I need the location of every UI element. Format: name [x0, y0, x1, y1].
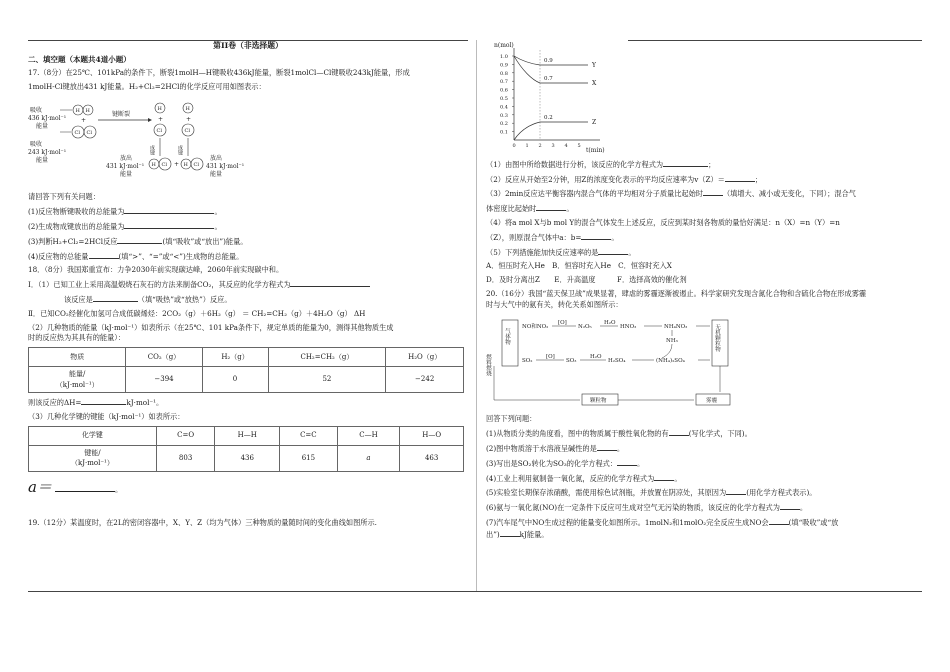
x-tick-label: 4 [564, 143, 568, 149]
y-tick-label: 0.5 [500, 96, 508, 102]
energy-table [28, 347, 464, 393]
x-tick-label: 3 [551, 143, 555, 149]
q20-prompt: 回答下列问题： [486, 414, 537, 424]
flow-nh3: NH₃ [666, 337, 678, 344]
cl-atom-label: Cl [184, 127, 190, 134]
q18-i2-text-a: 该反应是 [64, 294, 93, 304]
answer-blank[interactable] [780, 502, 800, 510]
q20-sub-6-text-b: 。 [799, 503, 808, 513]
y-tick-label: 0.8 [500, 70, 508, 77]
q20-stem-1: 20.（16分）我国“蓝天保卫战”成果显著，肆虐的雾霾逐渐被遏止。科学家研究发现含氮化合物和含硫化合物在形成雾霾 [486, 288, 867, 298]
q20-sub-7-cont [486, 529, 922, 541]
y-tick-label: 0.7 [500, 79, 508, 86]
plus-sign: + [174, 160, 180, 168]
y-tick-label: 0.1 [500, 129, 508, 136]
q19-sub-1 [486, 159, 922, 171]
q19-sub-3-text-b: （填增大、减小或无变化，下同）；混合气 [722, 189, 856, 199]
absorb-2-value: 243 kJ·mol⁻¹ [28, 148, 67, 156]
label-0-9: 0.9 [544, 58, 553, 64]
q17-stem-2: 1molH-Cl键放出431 kJ能量。H₂+Cl₂=2HCl的化学反应可用如图表示： [28, 81, 266, 91]
flow-hno3: HNO₃ [620, 323, 637, 330]
release-2-value: 431 kJ·mol⁻¹ [206, 162, 245, 170]
semicolon: ； [754, 174, 763, 184]
flow-so3: SO₃ [566, 357, 577, 364]
flow-so2: SO₂ [522, 357, 533, 364]
answer-blank[interactable] [89, 251, 119, 259]
label-0-2: 0.2 [544, 115, 553, 121]
x-tick-label: 5 [577, 143, 581, 149]
q17-stem-1: 17.（8分）在25℃、101kPa的条件下，断裂1molH—H键吸收436kJ能量，断裂1molCl—Cl键吸收243kJ能量，形成 [28, 67, 410, 77]
q18-dh [28, 397, 468, 409]
q19-sub-1-text: （1）由图中所给数据进行分析，该反应的化学方程式为 [486, 159, 664, 169]
table-cell: 463 [400, 445, 464, 471]
q18-ii4: （3）几种化学键的键能（kJ·mol⁻¹）如表所示： [28, 411, 185, 421]
answer-blank[interactable] [500, 529, 520, 537]
absorb-2-unit: 能量 [36, 156, 49, 164]
q19-sub-4-cont [486, 232, 922, 244]
row-label-line-1: 键能/ [84, 448, 101, 457]
y-tick-label: 0.3 [500, 112, 508, 119]
curve-z [514, 122, 588, 140]
q20-sub-1 [486, 428, 922, 440]
h-atom-label: H [151, 161, 156, 168]
h-atom-label: H [85, 107, 90, 114]
answer-blank[interactable] [769, 517, 789, 525]
flow-nh4-2so4: (NH₄)₂SO₄ [656, 357, 685, 364]
release-2-unit: 能量 [210, 170, 223, 178]
q20-sub-6 [486, 502, 922, 514]
q17-sub-3-text-a: (3)判断H₂+Cl₂=2HCl反应 [28, 236, 118, 246]
q19-sub-5 [486, 247, 922, 259]
table-cell: 52 [268, 367, 386, 393]
absorb-1-value: 436 kJ·mol⁻¹ [28, 114, 67, 122]
chart-xlabel: t(min) [586, 147, 605, 154]
h-atom-label: H [185, 105, 190, 112]
q19-sub-4: （4）将a mol X与b mol Y的混合气体发生上述反应，反应到某时刻各物质的量恰好满足：n（X）=n（Y）=n [486, 217, 840, 227]
cl-atom-label: Cl [161, 161, 167, 168]
arrow [494, 366, 580, 400]
answer-blank[interactable] [81, 397, 126, 405]
q17-sub-3 [28, 236, 468, 248]
q18-ii3: 时的反应热为其具有的能量）： [28, 333, 126, 343]
q20-sub-4-text-a: (4)工业上利用氨制备一氧化氮，反应的化学方程式为 [486, 473, 655, 483]
section-head: 二、填空题（本题共4道小题） [28, 54, 131, 64]
flow-o-1: [O] [558, 319, 567, 326]
flow-h2o-1: H₂O [604, 319, 616, 326]
answer-blank[interactable] [725, 174, 755, 182]
plus-sign: + [81, 116, 87, 124]
x-tick-label: 1 [525, 143, 529, 149]
absorb-1-unit: 能量 [36, 122, 49, 130]
answer-blank[interactable] [617, 458, 637, 466]
release-2-label: 放出 [210, 154, 223, 162]
table-row [29, 348, 464, 367]
q19-options-2: D．及时分离出Z E．升高温度 F．选择高效的催化剂 [486, 275, 687, 285]
q20-sub-6-text-a: (6)氨与一氧化氮(NO)在一定条件下反应可生成对空气无污染的物质，该反应的化学方程式为 [486, 503, 780, 513]
semicolon: ； [708, 159, 716, 169]
answer-blank[interactable] [117, 236, 162, 244]
q20-stem-2: 时与大气中的氨有关，转化关系如图所示： [486, 299, 623, 309]
table-header: 物质 [29, 348, 126, 367]
series-label-y: Y [592, 62, 596, 69]
q18-i2-text-b: （填“吸热”或“放热”）反应。 [137, 294, 232, 304]
table-cell: 0 [202, 367, 268, 393]
q20-sub-2-text-b: 。 [616, 443, 625, 453]
bond-break-label: 键断裂 [112, 110, 131, 118]
row-label-line-2: （kJ·mol⁻¹） [70, 459, 114, 468]
q20-sub-5 [486, 487, 922, 499]
haze-label: 雾霾 [706, 397, 718, 404]
q20-sub-4-text-b: 。 [674, 473, 682, 483]
y-tick-label: 0.4 [500, 104, 508, 111]
q17-sub-4 [28, 251, 468, 263]
answer-blank[interactable] [669, 428, 689, 436]
section-title: 第II卷（非选择题） [213, 41, 283, 50]
row-label-line-1: 能量/ [69, 370, 86, 379]
q20-sub-7-text-d: kJ能量。 [519, 529, 549, 539]
answer-blank[interactable] [93, 294, 138, 302]
table-row [29, 426, 464, 445]
y-tick-label: 0.2 [500, 121, 508, 128]
q17-bond-energy-diagram [28, 98, 258, 186]
q17-sub-1-text: (1)反应物断键吸收的总能量为 [28, 207, 125, 217]
answer-blank[interactable] [597, 443, 617, 451]
answer-blank[interactable] [290, 279, 370, 287]
table-header: CH₂=CH₂（g） [268, 348, 386, 367]
column-divider [476, 40, 477, 592]
particles-label: 颗粒物 [590, 397, 607, 404]
h-atom-label: H [157, 105, 162, 112]
absorb-2-label: 吸收 [30, 140, 43, 148]
q20-sub-7 [486, 517, 922, 529]
q18-stem: 18．（8分）我国郑重宣布：力争2030年前实现碳达峰，2060年前实现碳中和。 [28, 265, 284, 275]
table-header: C=O [156, 426, 215, 445]
q19-sub-4-text-b: （Z），则原混合气体中a：b= [486, 232, 582, 242]
answer-blank[interactable] [124, 206, 214, 214]
answer-blank[interactable] [703, 188, 723, 196]
table-cell: 803 [156, 445, 215, 471]
bottom-rule [28, 591, 922, 592]
q19-sub-3-text-c: 体密度比起始时 [486, 204, 537, 214]
table-cell: −394 [126, 367, 202, 393]
table-cell: 436 [215, 445, 280, 471]
arrow [662, 344, 672, 358]
absorb-1-label: 吸收 [30, 106, 43, 114]
period: 。 [114, 484, 123, 494]
answer-blank[interactable] [726, 487, 746, 495]
q17-sub-3-text-b: (填“吸收”或“放出”)能量。 [162, 236, 248, 246]
table-header: H—O [400, 426, 464, 445]
table-row [29, 445, 464, 471]
label-0-7: 0.7 [544, 76, 553, 82]
table-header: H₂（g） [202, 348, 268, 367]
h-atom-label: H [75, 107, 80, 114]
q17-prompt: 请回答下列有关问题： [28, 192, 100, 202]
q19-sub-3 [486, 188, 922, 200]
q20-sub-4 [486, 473, 922, 485]
q19-sub-3-text-a: （3）2min反应达平衡容器内混合气体的平均相对分子质量比起始时 [486, 189, 703, 199]
table-header: H₂O（g） [386, 348, 464, 367]
q17-sub-2 [28, 221, 468, 233]
q19-sub-2-text: （2）反应从开始至2分钟，用Z的浓度变化表示的平均反应速率为v（Z）＝ [486, 174, 725, 184]
q20-sub-3-text-b: 。 [637, 458, 645, 468]
y-tick-labels [500, 54, 514, 136]
q20-sub-2-text-a: (2)图中物质溶于水溶液呈碱性的是 [486, 443, 597, 453]
q19-sub-2 [486, 174, 922, 186]
answer-blank[interactable] [581, 232, 611, 240]
gas-box-label: 气体物 [504, 327, 510, 345]
left-column [28, 40, 468, 532]
table-cell: a [337, 445, 400, 471]
answer-blank[interactable] [124, 221, 214, 229]
q17-sub-2-text: (2)生成物成键放出的总能量为 [28, 221, 125, 231]
q18-dh-text-b: kJ·mol⁻¹。 [126, 398, 164, 408]
q19-options-1: A．恒压时充入He B．恒容时充入He C．恒容时充入X [486, 261, 672, 271]
arrow-head [148, 118, 152, 122]
answer-blank[interactable] [598, 247, 628, 255]
q18-dh-text-a: 则该反应的ΔH= [28, 398, 82, 408]
q17-sub-4-text-a: (4)反应物的总能量 [28, 251, 89, 261]
flow-h2so4: H₂SO₄ [608, 357, 626, 364]
row-label-line-2: （kJ·mol⁻¹） [55, 380, 99, 389]
answer-blank[interactable] [654, 473, 674, 481]
period: 。 [566, 204, 574, 214]
q18-i1 [28, 279, 468, 291]
q20-sub-2 [486, 443, 922, 455]
right-column [486, 40, 922, 544]
q18-i2 [28, 294, 468, 306]
table-row [29, 367, 464, 393]
flow-o-2: [O] [546, 353, 555, 360]
chart-ylabel: n(mol) [494, 42, 514, 49]
period: 。 [214, 207, 222, 217]
table-row-label [29, 367, 126, 393]
release-1-label: 放出 [120, 154, 133, 162]
fuel-combustion-label: 燃料燃烧 [485, 353, 491, 376]
q20-sub-5-text-b: (用化学方程式表示)。 [746, 488, 817, 498]
bond-label-2: 成键 [177, 144, 183, 155]
cl-atom-label: Cl [193, 161, 199, 168]
flow-nh4no3: NH₄NO₃ [664, 323, 688, 330]
q20-sub-7-text-c: 出”) [486, 529, 500, 539]
x-tick-label: 2 [538, 143, 542, 149]
cl-atom-label: Cl [156, 127, 162, 134]
flow-n2o5: N₂O₅ [578, 323, 592, 330]
salt-box-label: 无机颗粒物 [714, 323, 720, 352]
q20-transformation-diagram [486, 316, 746, 408]
series-label-z: Z [592, 119, 597, 126]
q20-sub-1-text-b: (写化学式，下同)。 [688, 429, 752, 439]
table-header: C=C [280, 426, 338, 445]
table-cell: 615 [280, 445, 338, 471]
q20-sub-1-text-a: (1)从物质分类的角度看，图中的物质属于酸性氧化物的有 [486, 429, 669, 439]
series-label-x: X [592, 80, 597, 87]
x-tick-labels [513, 143, 581, 149]
table-header: C—H [337, 426, 400, 445]
release-1-value: 431 kJ·mol⁻¹ [106, 162, 145, 170]
q20-sub-7-text-b: (填“吸收”或“放 [788, 517, 839, 527]
table-header: 化学键 [29, 426, 157, 445]
table-header: H—H [215, 426, 280, 445]
x-tick-label: 0 [512, 143, 516, 149]
q17-sub-4-text-b: (填“>”、“=”或“<”)生成物的总能量。 [118, 251, 244, 261]
period: 。 [214, 221, 222, 231]
answer-blank[interactable] [663, 159, 708, 167]
q18-ii2: （2）几种物质的能量（kJ·mol⁻¹）如表所示（在25℃、101 kPa条件下，规定单质的能量为0，测得其他物质生成 [28, 322, 394, 332]
plus-sign: + [186, 115, 192, 123]
cl-atom-label: Cl [74, 129, 80, 136]
q19-amount-vs-time-chart [492, 40, 612, 155]
q19-sub-3-cont [486, 203, 922, 215]
y-tick-label: 0.9 [500, 62, 508, 69]
y-tick-label: 0.6 [500, 87, 508, 94]
q17-sub-1 [28, 206, 468, 218]
flow-h2o-2: H₂O [590, 353, 602, 360]
answer-blank[interactable] [536, 203, 566, 211]
y-tick-label: 1.0 [500, 54, 508, 60]
period: 。 [611, 232, 619, 242]
table-row-label [29, 445, 157, 471]
q19-stem: 19.（12分）某温度时，在2L的密闭容器中，X、Y、Z（均为气体）三种物质的量随时间的变化曲线如图所示. [28, 518, 377, 528]
q20-sub-7-text-a: (7)汽车尾气中NO生成过程的能量变化如图所示。1molN₂和1molO₂完全反应生成NO会 [486, 517, 769, 527]
q20-sub-3-text-a: (3)写出是SO₂转化为SO₃的化学方程式： [486, 458, 618, 468]
q18-ii1: Ⅱ．已知CO₂经催化加氢可合成低碳烯烃：2CO₂（g）＋6H₂（g） ＝ CH₂=CH₂（g）＋4H₂O（g） ΔH [28, 308, 366, 318]
answer-blank[interactable] [55, 491, 115, 492]
plus-sign: + [158, 115, 164, 123]
q18-a-answer [28, 476, 468, 499]
h-atom-label: H [183, 161, 188, 168]
period: 。 [628, 247, 636, 257]
table-header: CO₂（g） [126, 348, 202, 367]
table-cell: −242 [386, 367, 464, 393]
cl-atom-label: Cl [86, 129, 92, 136]
q20-sub-5-text-a: (5)实验室长期保存浓硝酸，需使用棕色试剂瓶，并放置在阴凉处，其原因为 [486, 488, 727, 498]
bond-label-1: 成键 [149, 144, 155, 155]
bond-energy-table [28, 426, 464, 472]
a-equals: a＝ [28, 477, 52, 496]
q20-sub-3 [486, 458, 922, 470]
q18-i1-text: Ⅰ．（1）已知工业上采用高温煅烧石灰石的方法来制备CO₂，其反应的化学方程式为 [28, 280, 291, 290]
release-1-unit: 能量 [120, 170, 133, 178]
flow-no-no2: NO和NO₂ [522, 323, 549, 330]
q19-sub-5-text: （5）下列措施能加快反应速率的是 [486, 247, 599, 257]
